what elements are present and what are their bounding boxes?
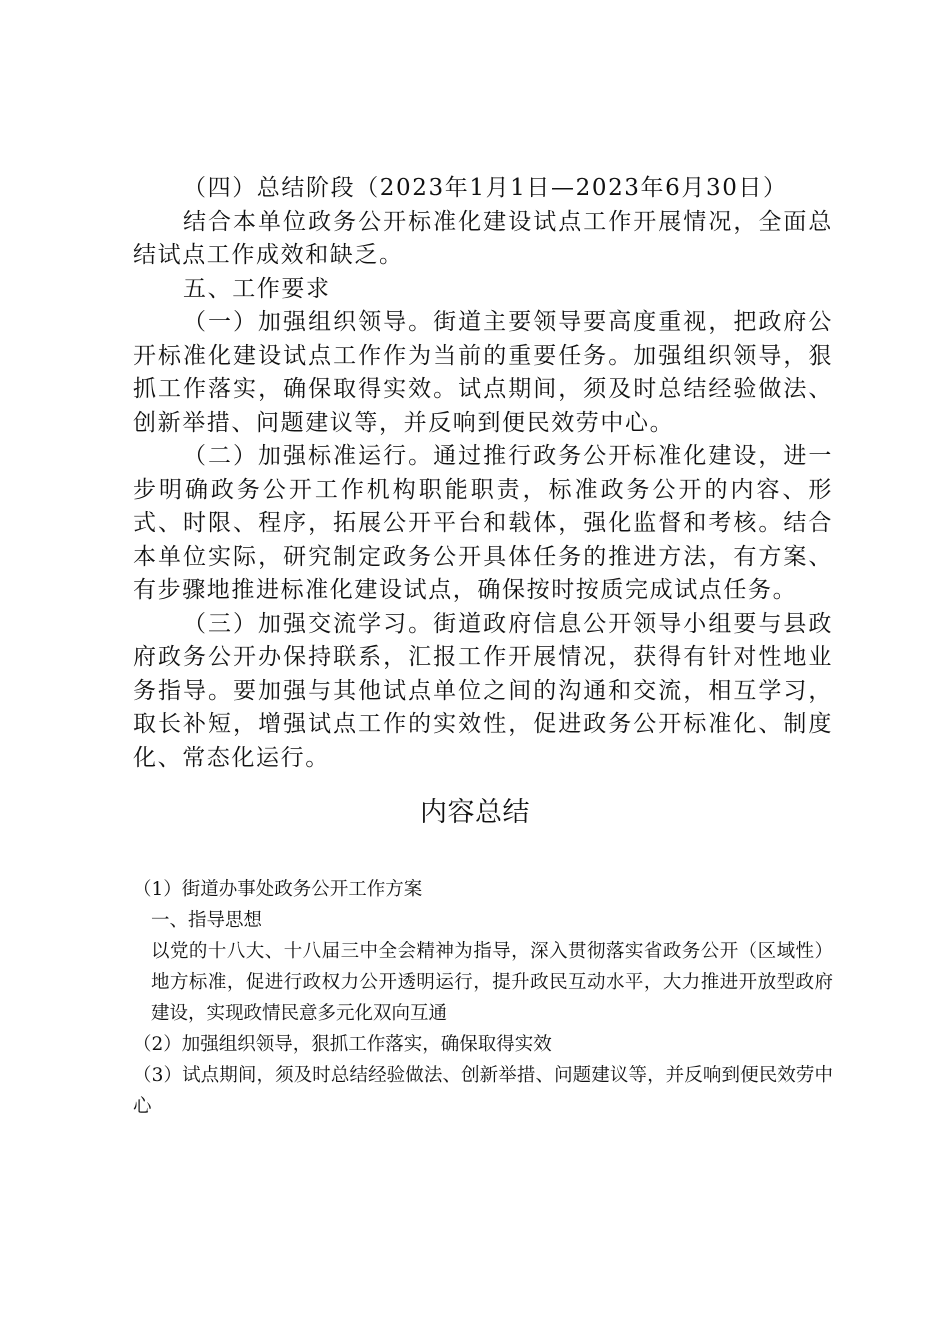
summary-item: 一、指导思想 <box>151 910 263 931</box>
summary-item: （1）街道办事处政务公开工作方案 <box>133 879 423 900</box>
summary-item: （3）试点期间，须及时总结经验做法、创新举措、问题建议等，并反响到便民效劳中心 <box>133 1065 833 1117</box>
paragraph-stage-four: （四）总结阶段（2023年1月1日—2023年6月30日） <box>183 175 788 201</box>
summary-item: 以党的十八大、十八届三中全会精神为指导，深入贯彻落实省政务公开（区域性）地方标准，促进行政权力公开透明运行，提升政民互动水平，大力推进开放型政府建设，实现政情民意多元化双向互通 <box>151 941 833 1024</box>
summary-item: （2）加强组织领导，狠抓工作落实，确保取得实效 <box>133 1034 552 1055</box>
summary-title: 内容总结 <box>420 797 530 828</box>
paragraph-requirement-two: （二）加强标准运行。通过推行政务公开标准化建设，进一步明确政务公开工作机构职能职责，标准政务公开的内容、形式、时限、程序，拓展公开平台和载体，强化监督和考核。结合本单位实际，研究制定政务公开具体任务的推进方法，有方案、有步骤地推进标准化建设试点，确保按时按质完成试点任务。 <box>133 443 833 603</box>
summary-section <box>133 874 833 1122</box>
paragraph-requirement-one: （一）加强组织领导。街道主要领导要高度重视，把政府公开标准化建设试点工作作为当前的重要任务。加强组织领导，狠抓工作落实，确保取得实效。试点期间，须及时总结经验做法、创新举措、问题建议等，并反响到便民效劳中心。 <box>133 309 833 436</box>
paragraph-stage-four-content: 结合本单位政务公开标准化建设试点工作开展情况，全面总结试点工作成效和缺乏。 <box>133 208 833 268</box>
section-heading-requirements: 五、工作要求 <box>183 275 331 302</box>
paragraph-requirement-three: （三）加强交流学习。街道政府信息公开领导小组要与县政府政务公开办保持联系，汇报工作开展情况，获得有针对性地业务指导。要加强与其他试点单位之间的沟通和交流，相互学习，取长补短，增强试点工作的实效性，促进政务公开标准化、制度化、常态化运行。 <box>133 610 833 771</box>
document-body <box>133 172 833 775</box>
